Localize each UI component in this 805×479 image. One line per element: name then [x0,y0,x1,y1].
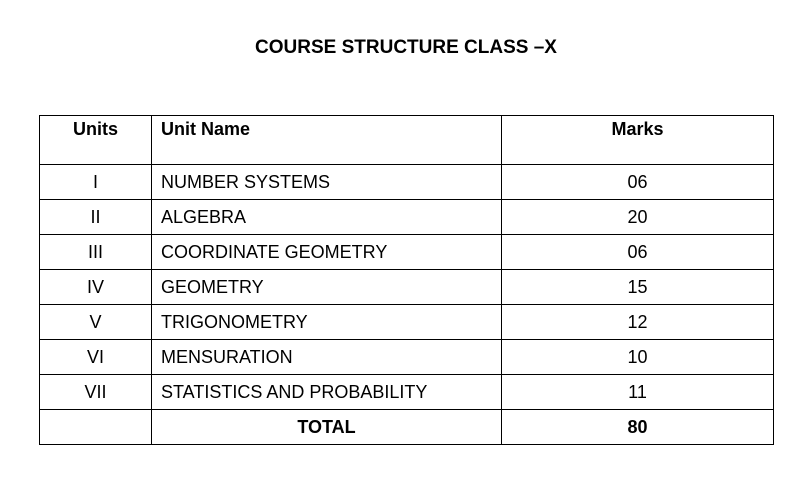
total-marks: 80 [502,410,774,445]
table-row [40,340,774,375]
course-structure-table [39,115,774,445]
unit-marks: 06 [502,235,774,270]
unit-number: VII [40,375,152,410]
unit-name: TRIGONOMETRY [152,305,502,340]
table-header [40,116,774,165]
table-row [40,165,774,200]
unit-number: VI [40,340,152,375]
table-footer [40,410,774,445]
unit-marks: 12 [502,305,774,340]
header-row [40,116,774,165]
unit-name: ALGEBRA [152,200,502,235]
table-row [40,305,774,340]
unit-number: II [40,200,152,235]
unit-marks: 11 [502,375,774,410]
unit-number: V [40,305,152,340]
table-body [40,165,774,410]
unit-name: GEOMETRY [152,270,502,305]
header-unit-name: Unit Name [152,116,502,165]
total-empty-cell [40,410,152,445]
unit-number: I [40,165,152,200]
unit-marks: 20 [502,200,774,235]
unit-name: MENSURATION [152,340,502,375]
unit-name: STATISTICS AND PROBABILITY [152,375,502,410]
table-row [40,270,774,305]
page-title: COURSE STRUCTURE CLASS –X [255,37,557,58]
header-marks: Marks [502,116,774,165]
unit-number: IV [40,270,152,305]
unit-name: NUMBER SYSTEMS [152,165,502,200]
header-units: Units [40,116,152,165]
unit-marks: 10 [502,340,774,375]
unit-number: III [40,235,152,270]
unit-marks: 15 [502,270,774,305]
total-row [40,410,774,445]
table-row [40,200,774,235]
total-label: TOTAL [152,410,502,445]
table-row [40,375,774,410]
table-row [40,235,774,270]
unit-name: COORDINATE GEOMETRY [152,235,502,270]
unit-marks: 06 [502,165,774,200]
